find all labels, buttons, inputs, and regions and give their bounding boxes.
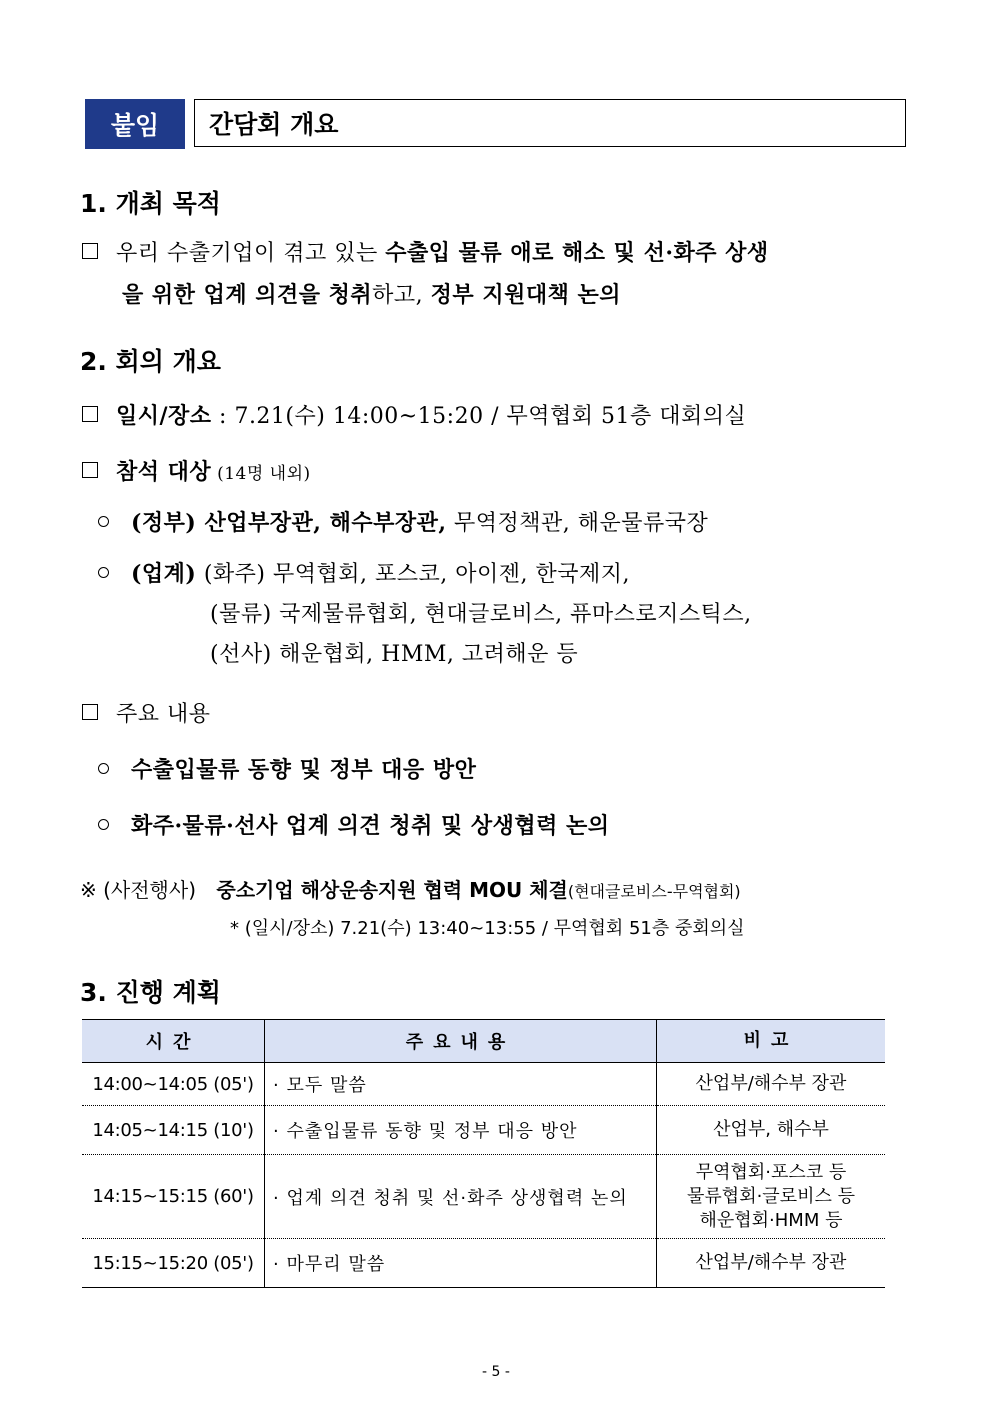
row-content: · 수출입물류 동향 및 정부 대응 방안: [265, 1106, 657, 1155]
row-time: 15:15~15:20 (05'): [82, 1239, 265, 1288]
section-2-heading: 2. 회의 개요: [80, 347, 221, 376]
header-note: 비고: [657, 1020, 886, 1063]
table-row: [82, 1106, 885, 1155]
main-content-label: 주요 내용: [82, 697, 211, 728]
row-note: 무역협회·포스코 등 물류협회·글로비스 등 해운협회·HMM 등: [657, 1155, 886, 1239]
table-header-row: [82, 1020, 885, 1063]
square-bullet-icon: [82, 243, 98, 259]
section-3-heading: 3. 진행 계획: [80, 978, 221, 1007]
attachment-tag: 붙임: [85, 99, 185, 149]
header-time: 시간: [82, 1020, 265, 1063]
page-title: 간담회 개요: [194, 99, 906, 147]
content-item-1: 수출입물류 동향 및 정부 대응 방안: [98, 753, 476, 784]
square-bullet-icon: [82, 704, 98, 720]
square-bullet-icon: [82, 406, 98, 422]
content-item-2: 화주·물류·선사 업계 의견 청취 및 상생협력 논의: [98, 809, 610, 840]
table-row: [82, 1239, 885, 1288]
table-row: [82, 1155, 885, 1239]
industry-attendees-line-3: (선사) 해운협회, HMM, 고려해운 등: [210, 642, 579, 667]
circle-bullet-icon: [98, 516, 109, 527]
schedule-table: [82, 1019, 885, 1288]
row-time: 14:15~15:15 (60'): [82, 1155, 265, 1239]
circle-bullet-icon: [98, 819, 109, 830]
industry-attendees-line-1: (업계) (화주) 무역협회, 포스코, 아이젠, 한국제지,: [98, 557, 630, 588]
header-content: 주요내용: [265, 1020, 657, 1063]
page-number: - 5 -: [482, 1364, 510, 1380]
section-1-heading: 1. 개최 목적: [80, 189, 221, 218]
datetime-place-line: 일시/장소 : 7.21(수) 14:00~15:20 / 무역협회 51층 대회의실: [82, 399, 746, 430]
row-time: 14:00~14:05 (05'): [82, 1063, 265, 1106]
industry-attendees-line-2: (물류) 국제물류협회, 현대글로비스, 퓨마스로지스틱스,: [210, 602, 752, 627]
gov-attendees: (정부) 산업부장관, 해수부장관, 무역정책관, 해운물류국장: [98, 506, 708, 537]
row-note: 산업부/해수부 장관: [657, 1063, 886, 1106]
pre-event-detail: * (일시/장소) 7.21(수) 13:40~13:55 / 무역협회 51층 중회의실: [230, 918, 745, 939]
row-content: · 업계 의견 청취 및 선·화주 상생협력 논의: [265, 1155, 657, 1239]
table-row: [82, 1063, 885, 1106]
pre-event-line: ※ (사전행사) 중소기업 해상운송지원 협력 MOU 체결(현대글로비스-무역협회): [80, 878, 741, 902]
row-note: 산업부, 해수부: [657, 1106, 886, 1155]
attendees-line: 참석 대상 (14명 내외): [82, 455, 311, 486]
row-content: · 마무리 말씀: [265, 1239, 657, 1288]
purpose-line-1: 우리 수출기업이 겪고 있는 수출입 물류 애로 해소 및 선·화주 상생: [82, 236, 769, 267]
circle-bullet-icon: [98, 763, 109, 774]
circle-bullet-icon: [98, 567, 109, 578]
square-bullet-icon: [82, 462, 98, 478]
row-time: 14:05~14:15 (10'): [82, 1106, 265, 1155]
row-content: · 모두 말씀: [265, 1063, 657, 1106]
row-note: 산업부/해수부 장관: [657, 1239, 886, 1288]
purpose-line-2: 을 위한 업계 의견을 청취하고, 정부 지원대책 논의: [122, 282, 622, 308]
